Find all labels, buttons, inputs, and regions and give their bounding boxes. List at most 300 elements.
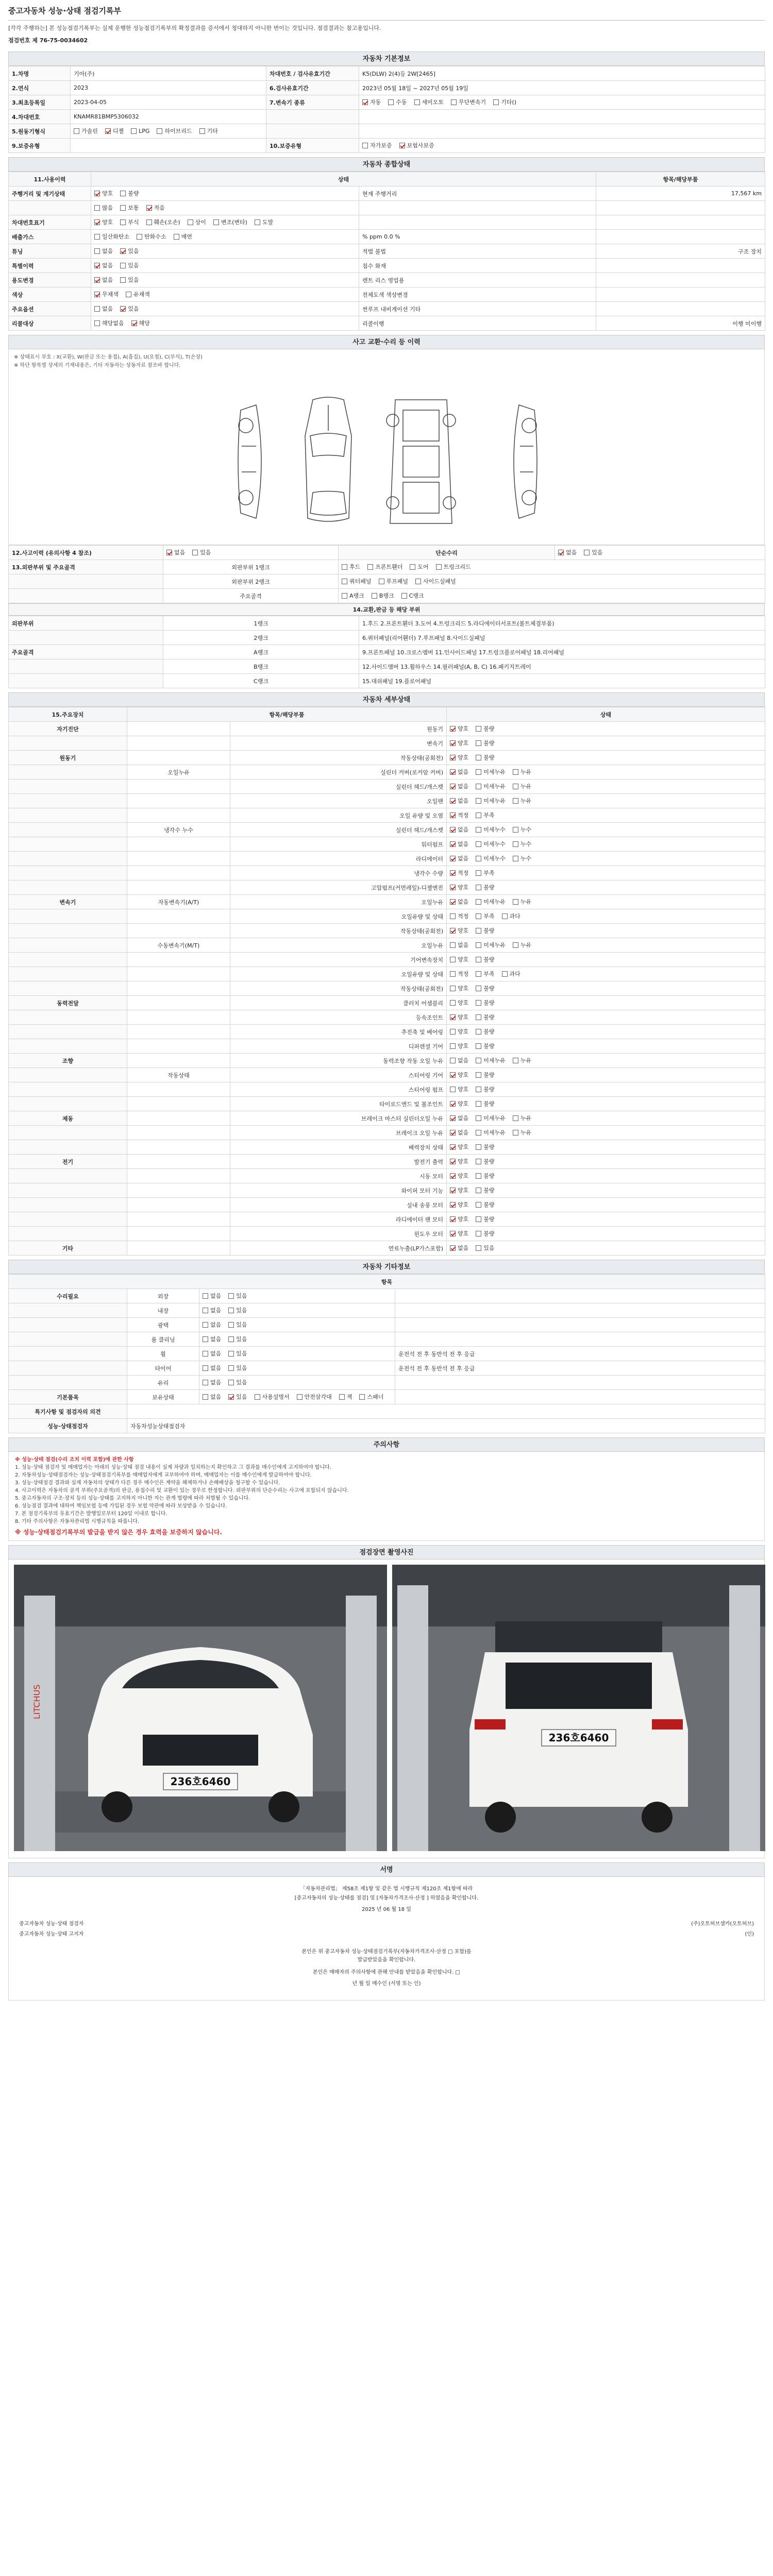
other-checkbox[interactable]	[228, 1322, 234, 1328]
detail-option[interactable]	[476, 1157, 494, 1165]
overall-option[interactable]	[94, 232, 129, 241]
detail-checkbox[interactable]	[476, 827, 481, 833]
overall-option[interactable]	[188, 218, 206, 226]
overall-checkbox[interactable]	[174, 234, 179, 240]
detail-option[interactable]	[476, 897, 506, 906]
detail-checkbox[interactable]	[450, 1202, 456, 1208]
detail-option[interactable]	[450, 724, 468, 733]
detail-checkbox[interactable]	[450, 1029, 456, 1035]
detail-checkbox[interactable]	[450, 1245, 456, 1251]
other-option[interactable]	[203, 1292, 221, 1300]
overall-checkbox[interactable]	[146, 205, 152, 211]
detail-checkbox[interactable]	[450, 841, 456, 847]
detail-checkbox[interactable]	[502, 913, 508, 919]
detail-option[interactable]	[513, 1128, 531, 1137]
other-option[interactable]	[255, 1393, 290, 1401]
detail-option[interactable]	[450, 970, 468, 978]
detail-option[interactable]	[450, 1042, 468, 1050]
detail-checkbox[interactable]	[476, 1000, 481, 1006]
overall-checkbox[interactable]	[94, 320, 100, 326]
detail-checkbox[interactable]	[450, 1087, 456, 1092]
detail-option[interactable]	[513, 768, 531, 776]
other-option[interactable]	[203, 1378, 221, 1386]
damage-checkbox[interactable]	[401, 593, 407, 599]
detail-checkbox[interactable]	[450, 1072, 456, 1078]
detail-checkbox[interactable]	[450, 870, 456, 876]
other-option[interactable]	[228, 1320, 247, 1329]
detail-option[interactable]	[476, 869, 494, 877]
damage-option[interactable]	[166, 548, 185, 556]
detail-option[interactable]	[476, 811, 494, 819]
detail-option[interactable]	[450, 912, 468, 920]
other-checkbox[interactable]	[228, 1351, 234, 1357]
detail-option[interactable]	[476, 1042, 494, 1050]
warranty-checkbox[interactable]	[399, 143, 405, 148]
detail-checkbox[interactable]	[513, 784, 518, 789]
detail-option[interactable]	[450, 1071, 468, 1079]
detail-option[interactable]	[476, 724, 494, 733]
detail-option[interactable]	[476, 854, 506, 862]
detail-option[interactable]	[513, 1056, 531, 1064]
overall-option[interactable]	[94, 261, 113, 269]
detail-checkbox[interactable]	[476, 841, 481, 847]
damage-checkbox[interactable]	[192, 550, 198, 555]
detail-checkbox[interactable]	[476, 942, 481, 948]
overall-option[interactable]	[94, 218, 113, 226]
detail-checkbox[interactable]	[513, 798, 518, 804]
transmission-option[interactable]	[414, 98, 444, 106]
detail-checkbox[interactable]	[450, 1188, 456, 1193]
detail-checkbox[interactable]	[450, 1101, 456, 1107]
detail-option[interactable]	[513, 782, 531, 790]
overall-checkbox[interactable]	[94, 292, 100, 297]
detail-checkbox[interactable]	[450, 1216, 456, 1222]
detail-checkbox[interactable]	[450, 928, 456, 934]
fuel-option[interactable]	[199, 127, 218, 135]
damage2-checkbox[interactable]	[558, 550, 564, 555]
detail-option[interactable]	[476, 1071, 494, 1079]
overall-checkbox[interactable]	[120, 263, 126, 268]
other-option[interactable]	[228, 1378, 247, 1386]
detail-option[interactable]	[476, 1128, 506, 1137]
other-checkbox[interactable]	[228, 1365, 234, 1371]
transmission-checkbox[interactable]	[493, 99, 499, 105]
fuel-checkbox[interactable]	[199, 128, 205, 134]
detail-checkbox[interactable]	[476, 1072, 481, 1078]
detail-checkbox[interactable]	[513, 1058, 518, 1063]
detail-option[interactable]	[513, 897, 531, 906]
detail-option[interactable]	[450, 811, 468, 819]
damage-option[interactable]	[436, 563, 471, 571]
overall-checkbox[interactable]	[120, 219, 126, 225]
detail-option[interactable]	[450, 854, 468, 862]
overall-checkbox[interactable]	[120, 191, 126, 196]
detail-option[interactable]	[450, 782, 468, 790]
overall-checkbox[interactable]	[120, 205, 126, 211]
detail-option[interactable]	[476, 782, 506, 790]
detail-checkbox[interactable]	[513, 769, 518, 775]
detail-checkbox[interactable]	[450, 1058, 456, 1063]
detail-option[interactable]	[476, 912, 494, 920]
detail-option[interactable]	[450, 1056, 468, 1064]
detail-checkbox[interactable]	[476, 870, 481, 876]
detail-option[interactable]	[450, 869, 468, 877]
detail-checkbox[interactable]	[450, 726, 456, 732]
detail-checkbox[interactable]	[476, 798, 481, 804]
detail-option[interactable]	[513, 825, 531, 834]
detail-checkbox[interactable]	[513, 899, 518, 905]
detail-option[interactable]	[476, 768, 506, 776]
detail-checkbox[interactable]	[476, 971, 481, 977]
damage-checkbox[interactable]	[415, 579, 421, 584]
detail-option[interactable]	[476, 998, 494, 1007]
other-checkbox[interactable]	[203, 1351, 208, 1357]
detail-checkbox[interactable]	[476, 899, 481, 905]
other-checkbox[interactable]	[203, 1365, 208, 1371]
detail-checkbox[interactable]	[450, 1130, 456, 1136]
overall-checkbox[interactable]	[146, 219, 152, 225]
damage-checkbox[interactable]	[436, 564, 442, 570]
detail-option[interactable]	[476, 1099, 494, 1108]
detail-checkbox[interactable]	[476, 1058, 481, 1063]
other-checkbox[interactable]	[228, 1308, 234, 1313]
warranty-option[interactable]	[362, 141, 392, 149]
other-checkbox[interactable]	[228, 1293, 234, 1299]
overall-option[interactable]	[126, 290, 150, 298]
detail-checkbox[interactable]	[450, 942, 456, 948]
damage2-option[interactable]	[558, 548, 577, 556]
detail-checkbox[interactable]	[450, 784, 456, 789]
detail-option[interactable]	[450, 1157, 468, 1165]
detail-checkbox[interactable]	[450, 740, 456, 746]
detail-checkbox[interactable]	[476, 1202, 481, 1208]
detail-checkbox[interactable]	[476, 1043, 481, 1049]
transmission-checkbox[interactable]	[414, 99, 420, 105]
detail-option[interactable]	[476, 1200, 494, 1209]
detail-option[interactable]	[450, 1114, 468, 1122]
detail-option[interactable]	[476, 1229, 494, 1238]
detail-option[interactable]	[476, 825, 506, 834]
overall-option[interactable]	[120, 247, 139, 255]
damage-checkbox[interactable]	[342, 593, 347, 599]
detail-checkbox[interactable]	[513, 856, 518, 861]
overall-checkbox[interactable]	[120, 277, 126, 283]
detail-option[interactable]	[450, 825, 468, 834]
overall-checkbox[interactable]	[255, 219, 260, 225]
damage2-option[interactable]	[584, 548, 602, 556]
detail-option[interactable]	[450, 739, 468, 747]
fuel-checkbox[interactable]	[74, 128, 79, 134]
detail-checkbox[interactable]	[450, 1043, 456, 1049]
detail-option[interactable]	[450, 984, 468, 992]
other-checkbox[interactable]	[203, 1394, 208, 1400]
detail-checkbox[interactable]	[476, 740, 481, 746]
fuel-checkbox[interactable]	[157, 128, 162, 134]
detail-option[interactable]	[450, 1143, 468, 1151]
damage-option[interactable]	[372, 591, 394, 600]
transmission-checkbox[interactable]	[362, 99, 368, 105]
detail-option[interactable]	[513, 1114, 531, 1122]
warranty-checkbox[interactable]	[362, 143, 368, 148]
overall-option[interactable]	[120, 276, 139, 284]
other-checkbox[interactable]	[339, 1394, 345, 1400]
detail-option[interactable]	[476, 1056, 506, 1064]
overall-option[interactable]	[120, 189, 139, 197]
detail-checkbox[interactable]	[513, 1130, 518, 1136]
damage-option[interactable]	[367, 563, 402, 571]
overall-option[interactable]	[94, 189, 113, 197]
overall-checkbox[interactable]	[94, 234, 100, 240]
detail-checkbox[interactable]	[450, 957, 456, 962]
detail-option[interactable]	[476, 883, 494, 891]
other-option[interactable]	[339, 1393, 352, 1401]
other-checkbox[interactable]	[228, 1336, 234, 1342]
damage-option[interactable]	[342, 577, 372, 585]
overall-option[interactable]	[94, 204, 113, 212]
other-option[interactable]	[228, 1306, 247, 1314]
detail-checkbox[interactable]	[476, 755, 481, 760]
overall-option[interactable]	[94, 304, 113, 313]
detail-option[interactable]	[450, 1186, 468, 1194]
detail-option[interactable]	[476, 1244, 494, 1252]
detail-checkbox[interactable]	[476, 1216, 481, 1222]
other-checkbox[interactable]	[203, 1308, 208, 1313]
detail-option[interactable]	[476, 753, 494, 761]
detail-checkbox[interactable]	[476, 1014, 481, 1020]
detail-option[interactable]	[450, 1085, 468, 1093]
detail-option[interactable]	[450, 1229, 468, 1238]
overall-checkbox[interactable]	[213, 219, 219, 225]
fuel-checkbox[interactable]	[131, 128, 137, 134]
detail-option[interactable]	[450, 1013, 468, 1021]
other-option[interactable]	[228, 1292, 247, 1300]
damage-option[interactable]	[342, 563, 360, 571]
detail-checkbox[interactable]	[476, 928, 481, 934]
detail-checkbox[interactable]	[450, 899, 456, 905]
detail-checkbox[interactable]	[476, 885, 481, 890]
detail-checkbox[interactable]	[450, 827, 456, 833]
detail-checkbox[interactable]	[476, 1029, 481, 1035]
overall-option[interactable]	[174, 232, 192, 241]
other-option[interactable]	[228, 1335, 247, 1343]
fuel-option[interactable]	[105, 127, 124, 135]
overall-option[interactable]	[146, 218, 180, 226]
other-option[interactable]	[359, 1393, 383, 1401]
detail-checkbox[interactable]	[476, 957, 481, 962]
other-checkbox[interactable]	[359, 1394, 365, 1400]
other-checkbox[interactable]	[203, 1293, 208, 1299]
other-checkbox[interactable]	[203, 1380, 208, 1385]
overall-option[interactable]	[120, 261, 139, 269]
overall-option[interactable]	[120, 204, 139, 212]
overall-option[interactable]	[213, 218, 247, 226]
detail-checkbox[interactable]	[450, 971, 456, 977]
detail-option[interactable]	[502, 970, 520, 978]
detail-option[interactable]	[450, 768, 468, 776]
transmission-option[interactable]	[388, 98, 407, 106]
fuel-option[interactable]	[131, 128, 149, 134]
overall-option[interactable]	[255, 218, 273, 226]
detail-option[interactable]	[513, 840, 531, 848]
detail-checkbox[interactable]	[450, 1000, 456, 1006]
overall-checkbox[interactable]	[126, 292, 131, 297]
overall-option[interactable]	[94, 247, 113, 255]
detail-option[interactable]	[450, 941, 468, 949]
other-checkbox[interactable]	[255, 1394, 260, 1400]
detail-checkbox[interactable]	[502, 971, 508, 977]
detail-option[interactable]	[450, 1172, 468, 1180]
detail-checkbox[interactable]	[476, 1115, 481, 1121]
damage-option[interactable]	[410, 563, 428, 571]
overall-checkbox[interactable]	[94, 263, 100, 268]
overall-checkbox[interactable]	[131, 320, 137, 326]
detail-option[interactable]	[476, 1114, 506, 1122]
detail-checkbox[interactable]	[476, 986, 481, 991]
detail-checkbox[interactable]	[450, 1014, 456, 1020]
overall-option[interactable]	[120, 218, 139, 226]
detail-checkbox[interactable]	[476, 1144, 481, 1150]
other-checkbox[interactable]	[203, 1336, 208, 1342]
detail-checkbox[interactable]	[476, 1188, 481, 1193]
damage-checkbox[interactable]	[342, 579, 347, 584]
detail-checkbox[interactable]	[450, 913, 456, 919]
warranty-option[interactable]	[399, 141, 434, 149]
overall-checkbox[interactable]	[188, 219, 193, 225]
detail-checkbox[interactable]	[450, 1231, 456, 1236]
detail-option[interactable]	[476, 1027, 494, 1036]
overall-option[interactable]	[94, 319, 124, 327]
detail-option[interactable]	[476, 1215, 494, 1223]
detail-option[interactable]	[476, 926, 494, 935]
detail-option[interactable]	[476, 1085, 494, 1093]
other-option[interactable]	[203, 1335, 221, 1343]
other-checkbox[interactable]	[297, 1394, 303, 1400]
detail-checkbox[interactable]	[450, 856, 456, 861]
detail-option[interactable]	[476, 941, 506, 949]
detail-checkbox[interactable]	[476, 726, 481, 732]
overall-checkbox[interactable]	[137, 234, 142, 240]
other-checkbox[interactable]	[203, 1322, 208, 1328]
other-option[interactable]	[297, 1393, 332, 1401]
detail-option[interactable]	[476, 796, 506, 805]
other-option[interactable]	[228, 1364, 247, 1372]
detail-option[interactable]	[476, 1143, 494, 1151]
detail-checkbox[interactable]	[450, 812, 456, 818]
detail-option[interactable]	[476, 1172, 494, 1180]
detail-checkbox[interactable]	[450, 1173, 456, 1179]
other-option[interactable]	[203, 1364, 221, 1372]
detail-option[interactable]	[450, 1244, 468, 1252]
transmission-option[interactable]	[493, 98, 516, 106]
detail-checkbox[interactable]	[476, 1245, 481, 1251]
overall-checkbox[interactable]	[94, 248, 100, 254]
detail-option[interactable]	[450, 1099, 468, 1108]
other-checkbox[interactable]	[228, 1380, 234, 1385]
detail-checkbox[interactable]	[476, 1173, 481, 1179]
detail-checkbox[interactable]	[450, 769, 456, 775]
detail-checkbox[interactable]	[513, 827, 518, 833]
detail-option[interactable]	[450, 1128, 468, 1137]
other-option[interactable]	[228, 1349, 247, 1358]
detail-option[interactable]	[450, 897, 468, 906]
detail-option[interactable]	[502, 912, 520, 920]
overall-checkbox[interactable]	[120, 306, 126, 312]
fuel-option[interactable]	[157, 127, 192, 135]
detail-option[interactable]	[450, 1200, 468, 1209]
damage-option[interactable]	[401, 591, 424, 600]
detail-option[interactable]	[513, 941, 531, 949]
detail-checkbox[interactable]	[476, 784, 481, 789]
detail-option[interactable]	[450, 840, 468, 848]
overall-checkbox[interactable]	[94, 277, 100, 283]
detail-option[interactable]	[450, 753, 468, 761]
detail-option[interactable]	[450, 998, 468, 1007]
detail-checkbox[interactable]	[476, 1159, 481, 1164]
damage-checkbox[interactable]	[410, 564, 415, 570]
damage-option[interactable]	[379, 577, 409, 585]
overall-checkbox[interactable]	[120, 248, 126, 254]
other-checkbox[interactable]	[228, 1394, 234, 1400]
damage-checkbox[interactable]	[342, 564, 347, 570]
overall-checkbox[interactable]	[94, 205, 100, 211]
damage-option[interactable]	[192, 548, 211, 556]
overall-option[interactable]	[137, 232, 166, 241]
overall-checkbox[interactable]	[94, 191, 100, 196]
detail-checkbox[interactable]	[476, 812, 481, 818]
transmission-checkbox[interactable]	[451, 99, 457, 105]
detail-checkbox[interactable]	[450, 885, 456, 890]
damage-checkbox[interactable]	[372, 593, 377, 599]
detail-checkbox[interactable]	[476, 913, 481, 919]
detail-checkbox[interactable]	[513, 942, 518, 948]
damage-option[interactable]	[342, 591, 364, 600]
detail-option[interactable]	[513, 854, 531, 862]
detail-checkbox[interactable]	[476, 856, 481, 861]
detail-checkbox[interactable]	[450, 1144, 456, 1150]
overall-option[interactable]	[131, 319, 150, 327]
transmission-option[interactable]	[362, 98, 381, 106]
damage-checkbox[interactable]	[379, 579, 384, 584]
detail-checkbox[interactable]	[450, 798, 456, 804]
detail-option[interactable]	[450, 796, 468, 805]
other-option[interactable]	[203, 1306, 221, 1314]
detail-checkbox[interactable]	[513, 1115, 518, 1121]
detail-option[interactable]	[476, 955, 494, 963]
detail-option[interactable]	[476, 1013, 494, 1021]
damage-checkbox[interactable]	[166, 550, 172, 555]
overall-option[interactable]	[120, 304, 139, 313]
detail-option[interactable]	[476, 970, 494, 978]
fuel-option[interactable]	[74, 127, 98, 135]
other-option[interactable]	[203, 1393, 221, 1401]
fuel-checkbox[interactable]	[105, 128, 111, 134]
other-option[interactable]	[203, 1320, 221, 1329]
detail-option[interactable]	[450, 1215, 468, 1223]
detail-checkbox[interactable]	[513, 841, 518, 847]
detail-option[interactable]	[476, 739, 494, 747]
overall-checkbox[interactable]	[94, 219, 100, 225]
detail-option[interactable]	[450, 926, 468, 935]
other-option[interactable]	[228, 1393, 247, 1401]
detail-checkbox[interactable]	[476, 1087, 481, 1092]
detail-checkbox[interactable]	[476, 1231, 481, 1236]
detail-option[interactable]	[450, 883, 468, 891]
detail-checkbox[interactable]	[476, 1101, 481, 1107]
overall-option[interactable]	[146, 204, 165, 212]
transmission-option[interactable]	[451, 98, 486, 106]
overall-option[interactable]	[94, 276, 113, 284]
overall-option[interactable]	[94, 290, 119, 298]
